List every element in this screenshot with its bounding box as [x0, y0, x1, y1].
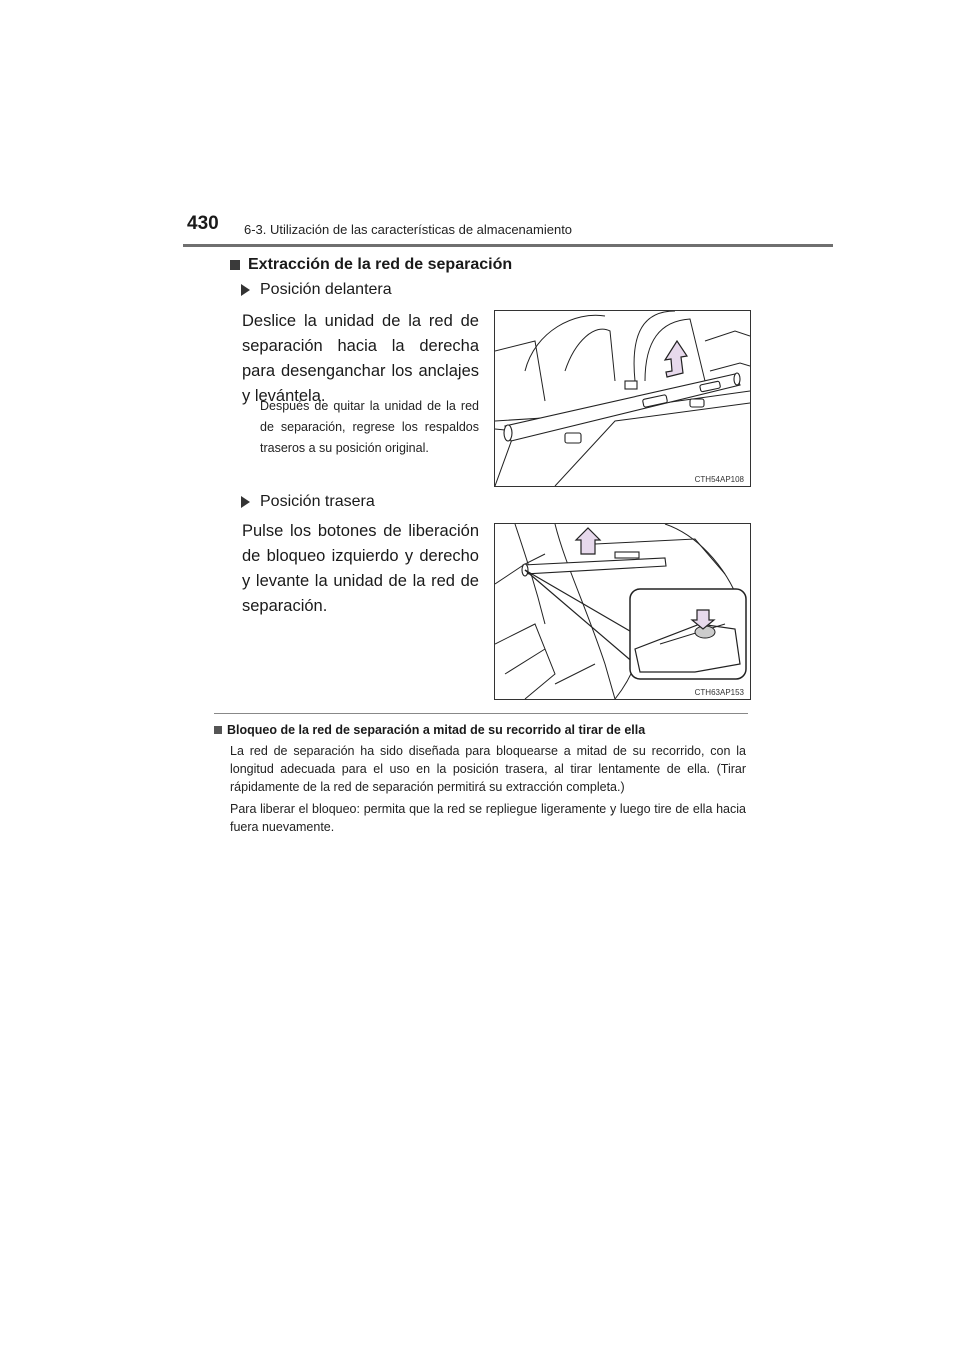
triangle-bullet-icon	[241, 284, 250, 296]
square-bullet-icon	[230, 260, 240, 270]
header-divider	[183, 244, 833, 247]
square-bullet-icon	[214, 726, 222, 734]
info-heading	[214, 723, 645, 737]
front-position-illustration	[494, 310, 751, 487]
front-instruction: Deslice la unidad de la red de separación hacia la derecha para desenganchar los anclajes y levántela.	[242, 312, 479, 405]
triangle-bullet-icon	[241, 496, 250, 508]
section-title: Extracción de la red de separación	[248, 256, 513, 273]
rear-position-heading	[241, 493, 375, 511]
page-number: 430	[187, 213, 219, 234]
info-title: Bloqueo de la red de separación a mitad de su recorrido al tirar de ella	[227, 723, 646, 737]
front-note: Después de quitar la unidad de la red de separación, regrese los respaldos traseros a su posición original.	[260, 399, 479, 455]
rear-position-illustration	[494, 523, 751, 700]
rear-position-label: Posición trasera	[260, 493, 375, 510]
info-divider	[214, 713, 748, 714]
info-paragraph-2: Para liberar el bloqueo: permita que la red se repliegue ligeramente y luego tire de ella hacia fuera nuevamente.	[230, 802, 746, 834]
info-paragraph-1: La red de separación ha sido diseñada para bloquearse a mitad de su recorrido, con la longitud adecuada para el uso en la posición trasera, al tirar lentamente de ella. (Tirar rápidamente de la red de separación permitirá su extracción completa.)	[230, 744, 746, 794]
section-heading	[230, 256, 512, 274]
front-position-drawing	[495, 311, 750, 486]
chapter-title: 6-3. Utilización de las características de almacenamiento	[244, 222, 573, 237]
rear-position-drawing	[495, 524, 750, 699]
front-position-label: Posición delantera	[260, 281, 392, 298]
rear-instruction: Pulse los botones de liberación de bloqueo izquierdo y derecho y levante la unidad de la red de separación.	[242, 522, 479, 615]
rear-figure-code: CTH63AP153	[694, 688, 744, 697]
front-position-heading	[241, 281, 392, 299]
front-figure-code: CTH54AP108	[694, 475, 744, 484]
